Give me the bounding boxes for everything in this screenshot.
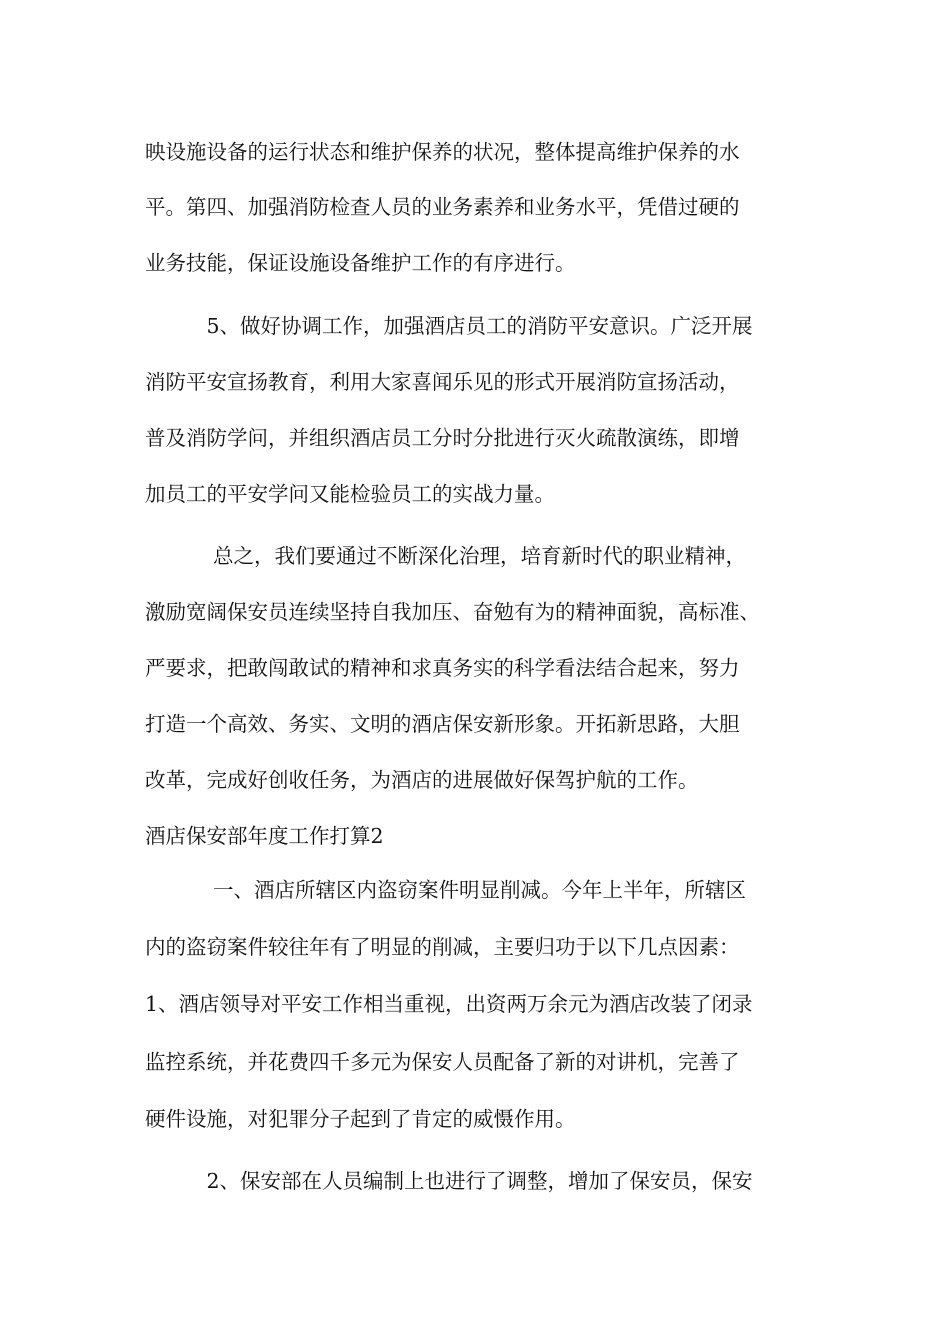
text-line: 1、酒店领导对平安工作相当重视，出资两万余元为酒店改装了闭录 (145, 992, 753, 1016)
text-line: 内的盗窃案件较往年有了明显的削减，主要归功于以下几点因素： (145, 935, 740, 959)
text-line: 映设施设备的运行状态和维护保养的状况，整体提高维护保养的水 (145, 140, 740, 164)
text-line: 激励宽阔保安员连续坚持自我加压、奋勉有为的精神面貌，高标准、 (145, 600, 760, 624)
text-line: 加员工的平安学问又能检验员工的实战力量。 (145, 482, 555, 506)
text-line: 改革，完成好创收任务，为酒店的进展做好保驾护航的工作。 (145, 768, 699, 792)
text-line: 监控系统，并花费四千多元为保安人员配备了新的对讲机，完善了 (145, 1050, 740, 1074)
text-line: 消防平安宣扬教育，利用大家喜闻乐见的形式开展消防宣扬活动， (145, 370, 740, 394)
text-line: 打造一个高效、务实、文明的酒店保安新形象。开拓新思路，大胆 (145, 712, 740, 736)
text-line: 普及消防学问，并组织酒店员工分时分批进行灭火疏散演练，即增 (145, 426, 740, 450)
text-line: 2、保安部在人员编制上也进行了调整，增加了保安员，保安 (145, 1169, 753, 1193)
section-heading: 酒店保安部年度工作打算2 (145, 824, 384, 848)
text-line: 一、酒店所辖区内盗窃案件明显削减。今年上半年，所辖区 (145, 878, 747, 902)
text-line: 硬件设施，对犯罪分子起到了肯定的威慑作用。 (145, 1107, 576, 1131)
text-line: 平。第四、加强消防检查人员的业务素养和业务水平，凭借过硬的 (145, 195, 740, 219)
text-line: 5、做好协调工作，加强酒店员工的消防平安意识。广泛开展 (145, 314, 753, 338)
text-line: 总之，我们要通过不断深化治理，培育新时代的职业精神， (145, 544, 747, 568)
text-line: 严要求，把敢闯敢试的精神和求真务实的科学看法结合起来，努力 (145, 656, 740, 680)
text-line: 业务技能，保证设施设备维护工作的有序进行。 (145, 251, 576, 275)
